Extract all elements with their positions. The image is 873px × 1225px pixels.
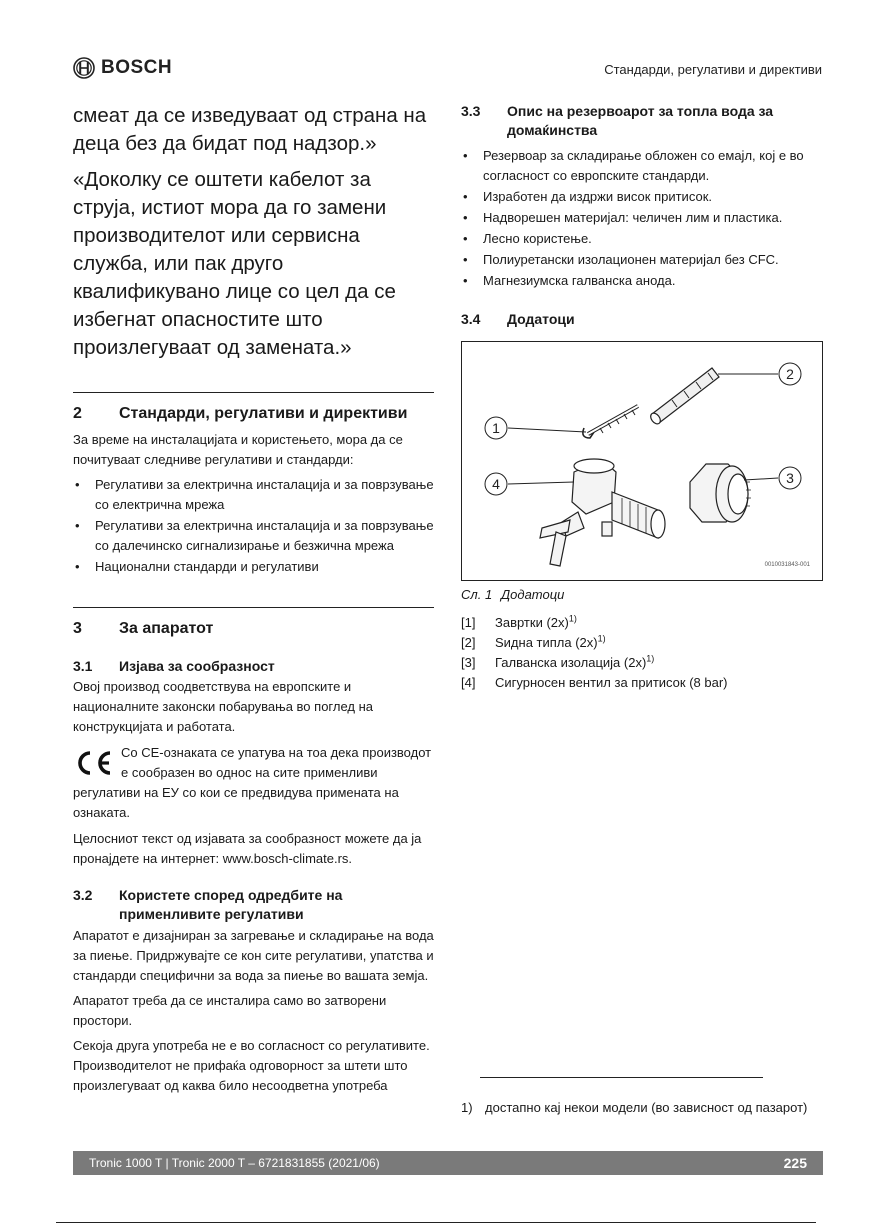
callout-2: 2 (786, 366, 794, 382)
footnote-rule (480, 1077, 763, 1078)
footnote-key: 1) (461, 1100, 473, 1115)
section-title: Стандарди, регулативи и директиви (119, 405, 408, 422)
left-column (73, 102, 434, 1096)
section-number: 3.1 (73, 658, 93, 674)
ce-block (73, 743, 434, 823)
legend-key: [1] (461, 615, 476, 630)
intro-paragraph-1: смеат да се изведуваат од страна на деца без да бидат под надзор.» (73, 104, 427, 155)
section-3-2-paragraph-1: Апаратот е дизајниран за загревање и складирање на вода за пиење. Придржувајте се кон сите регулативи, упатства и стандарди специфични за вода за пиење во вашата земја. (73, 928, 434, 983)
section-3-3-heading (461, 102, 823, 140)
legend-item (461, 653, 823, 673)
callout-1: 1 (492, 420, 500, 436)
caption-text: Додатоци (501, 587, 565, 602)
section-divider (73, 607, 434, 608)
figure-legend (461, 613, 823, 693)
section-number: 2 (73, 405, 82, 422)
section-3-2-paragraph-2: Апаратот треба да се инсталира само во затворени простори. (73, 993, 387, 1028)
brand-name: BOSCH (101, 57, 173, 78)
bosch-armature-icon (73, 57, 95, 79)
section-2-bullets (73, 475, 434, 577)
legend-item (461, 673, 823, 693)
section-2-body: За време на инсталацијата и користењето, мора да се почитуваат следниве регулативи и стандарди: (73, 432, 403, 467)
legend-item (461, 613, 823, 633)
footer-bar (73, 1151, 823, 1175)
section-3-2-paragraph-3: Секоја друга употреба не е во согласност со регулативите. Производителот не прифаќа одговорност за штети што произлегуваат од каква било несоодветна употреба (73, 1038, 430, 1093)
list-item: • Лесно користење. (461, 229, 823, 249)
caption-number: Сл. 1 (461, 587, 493, 602)
page-number: 225 (783, 1155, 807, 1171)
section-number: 3 (73, 620, 82, 637)
accessories-figure (461, 341, 823, 581)
section-3-heading (73, 619, 434, 639)
list-item: • Магнезиумска галванска анода. (461, 271, 823, 291)
legend-key: [4] (461, 675, 476, 690)
ce-text: Со CE-ознаката се упатува на тоа дека производот е сообразен во однос на сите применливи регулативи на ЕУ со кои се предвидува примената на ознаката. (73, 745, 432, 820)
intro-text (73, 102, 434, 362)
figure-id: 0010031843-001 (764, 562, 810, 568)
section-3-1-body: Овој производ соодветствува на европските и националните законски побарувања во поглед на конструкцијата и работата. (73, 679, 374, 734)
legend-key: [2] (461, 635, 476, 650)
right-column (461, 102, 823, 693)
callout-3: 3 (786, 470, 794, 486)
section-number: 3.3 (461, 103, 481, 119)
section-3-3-bullets (461, 146, 823, 291)
legend-text: Сигурносен вентил за притисок (8 bar) (495, 675, 728, 690)
list-item: • Изработен да издржи висок притисок. (461, 187, 823, 207)
section-3-1-heading (73, 657, 434, 676)
section-3-1-body-2: Целосниот текст од изјавата за сообразност можете да ја пронајдете на интернет: www.bosch-climate.rs. (73, 831, 422, 866)
footnote-ref: 1) (568, 613, 577, 624)
list-item: • Регулативи за електрична инсталација и за поврзување со електрична мрежа (73, 475, 434, 515)
header-section-title: Стандарди, регулативи и директиви (604, 62, 822, 77)
safety-valve-drawing (540, 459, 665, 566)
legend-item (461, 633, 823, 653)
footnote-ref: 1) (646, 653, 655, 664)
footnote-text: достапно кај некои модели (во зависност од пазарот) (485, 1100, 808, 1115)
section-title: Користете според одредбите на применливите регулативи (119, 887, 343, 922)
list-item: • Надворешен материјал: челичен лим и пластика. (461, 208, 823, 228)
legend-text: Галванска изолација (2x) (495, 655, 647, 670)
accessories-illustration (462, 342, 822, 580)
list-item: • Регулативи за електрична инсталација и за поврзување со далечинско сигнализирање и безжична мрежа (73, 516, 434, 556)
galvanic-insulator-drawing (690, 464, 751, 522)
callout-4: 4 (492, 476, 500, 492)
bottom-rule (56, 1222, 816, 1223)
list-item: • Резервоар за складирање обложен со емајл, кој е во согласност со европските стандарди. (461, 146, 823, 186)
footnote-ref: 1) (597, 633, 606, 644)
wall-plug-drawing (649, 368, 719, 426)
section-2-heading (73, 404, 434, 424)
list-item: • Национални стандарди и регулативи (73, 557, 434, 577)
figure-caption (461, 585, 823, 605)
section-title: Опис на резервоарот за топла вода за домаќинства (507, 103, 774, 138)
section-title: Додатоци (507, 311, 575, 327)
footer-document-id: Tronic 1000 T | Tronic 2000 T – 6721831855 (2021/06) (89, 1156, 380, 1170)
legend-text: Ѕидна типла (2x) (495, 635, 598, 650)
bosch-logo (73, 57, 172, 79)
section-number: 3.4 (461, 311, 481, 327)
section-3-2-heading (73, 886, 434, 924)
list-item: • Полиуретански изолационен материјал без CFC. (461, 250, 823, 270)
section-number: 3.2 (73, 887, 93, 903)
footnote (461, 1100, 807, 1115)
section-3-4-heading (461, 310, 823, 329)
hook-screw-drawing (583, 406, 638, 438)
section-divider (73, 392, 434, 393)
section-title: Изјава за сообразност (119, 658, 275, 674)
intro-paragraph-2: «Доколку се оштети кабелот за струја, истиот мора да го замени производителот или сервисна служба, или пак друго квалификувано лице со цел да се избегнат опасностите што произлегуваат од замената.» (73, 168, 396, 359)
ce-mark-icon (73, 745, 115, 781)
legend-key: [3] (461, 655, 476, 670)
section-title: За апаратот (119, 620, 214, 637)
legend-text: Завртки (2x) (495, 615, 569, 630)
